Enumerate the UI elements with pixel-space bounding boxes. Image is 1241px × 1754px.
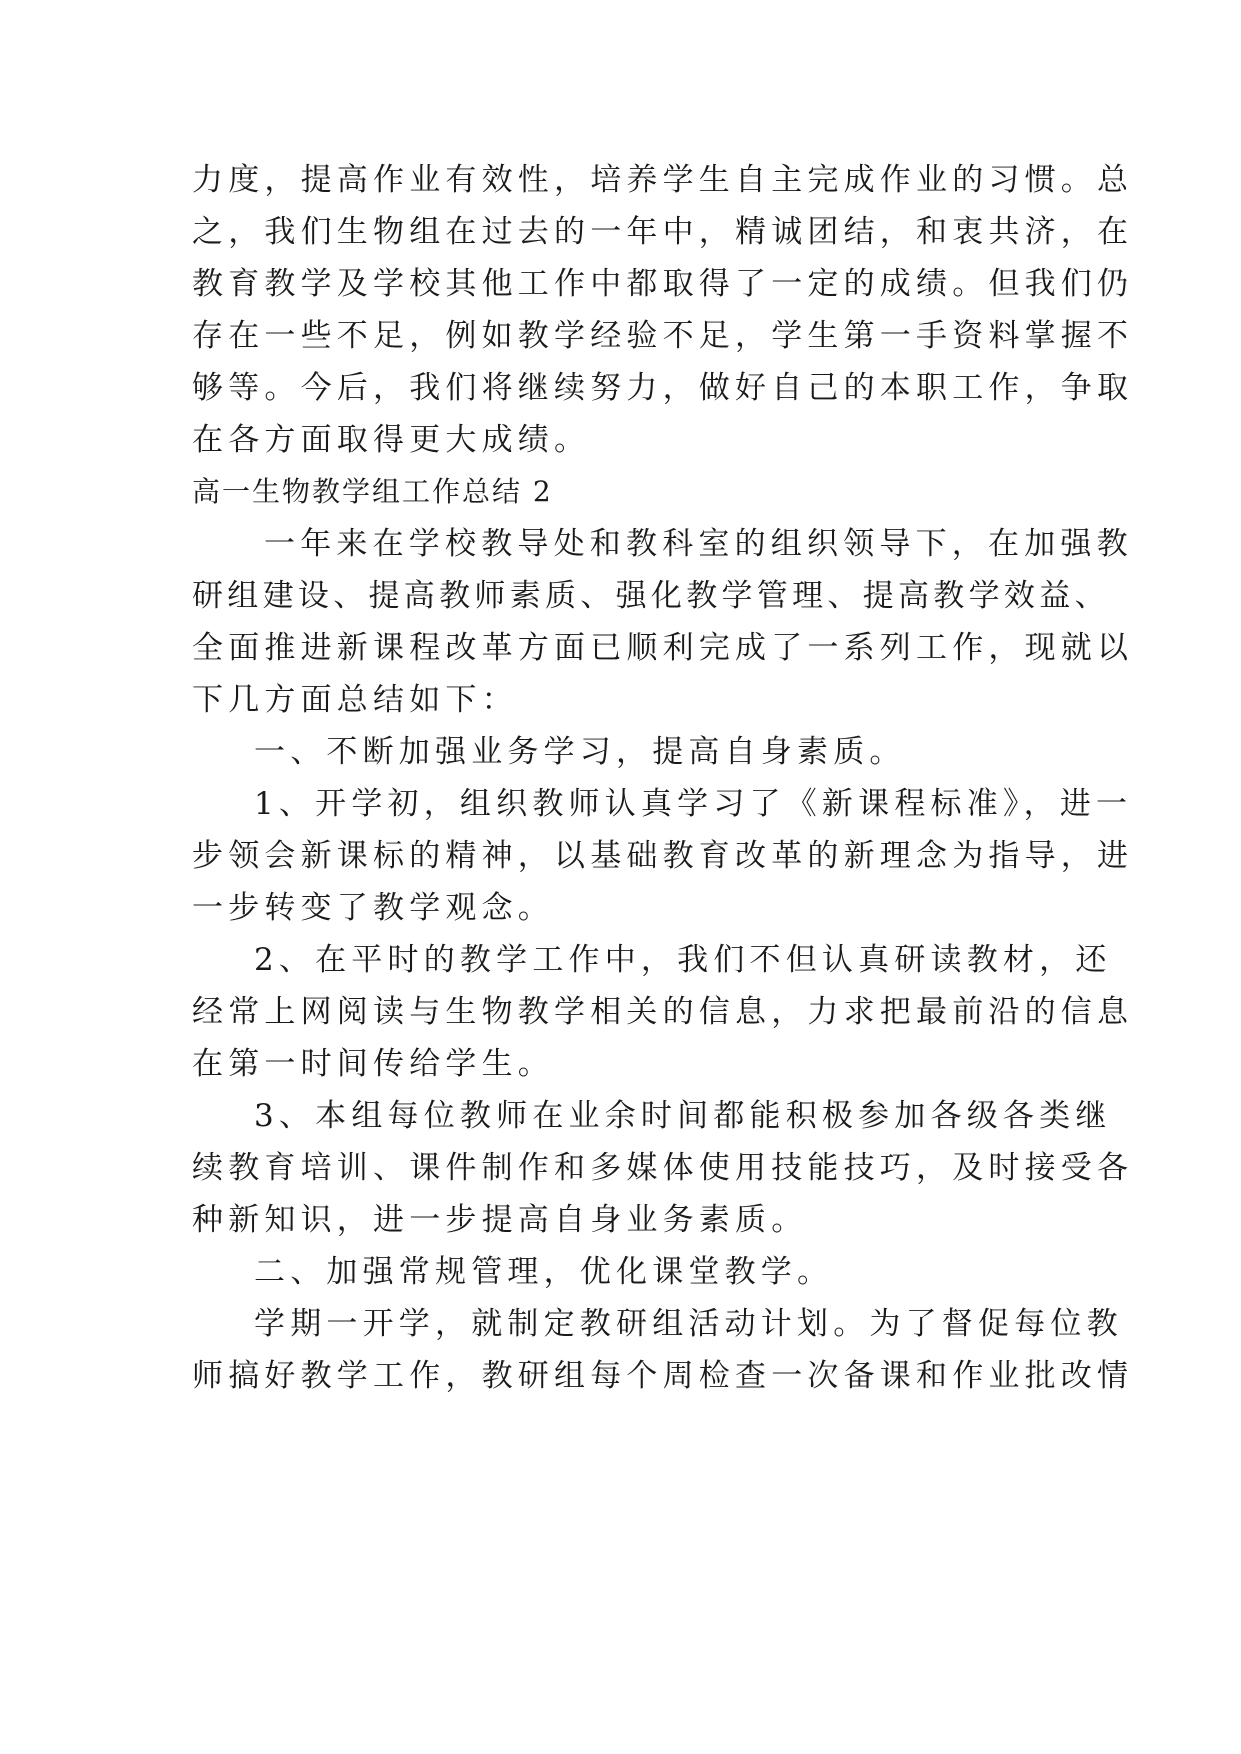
body-text-line: 2、在平时的教学工作中，我们不但认真研读教材，还 xyxy=(254,942,1112,978)
body-text-line: 力度，提高作业有效性，培养学生自主完成作业的习惯。总 xyxy=(192,162,1134,198)
body-text-line: 下几方面总结如下： xyxy=(192,682,518,718)
body-text-line: 在各方面取得更大成绩。 xyxy=(192,422,591,458)
body-text-line: 存在一些不足，例如教学经验不足，学生第一手资料掌握不 xyxy=(192,318,1134,354)
body-text-line: 步领会新课标的精神，以基础教育改革的新理念为指导，进 xyxy=(192,838,1134,874)
body-text-line: 教育教学及学校其他工作中都取得了一定的成绩。但我们仍 xyxy=(192,266,1134,302)
subheading-line: 一、不断加强业务学习，提高自身素质。 xyxy=(254,734,906,770)
body-text-line: 3、本组每位教师在业余时间都能积极参加各级各类继 xyxy=(254,1098,1112,1134)
body-text-line: 研组建设、提高教师素质、强化教学管理、提高教学效益、 xyxy=(192,578,1110,614)
body-text-line: 师搞好教学工作，教研组每个周检查一次备课和作业批改情 xyxy=(192,1358,1134,1394)
body-text-line: 够等。今后，我们将继续努力，做好自己的本职工作，争取 xyxy=(192,370,1134,406)
body-text-line: 1、开学初，组织教师认真学习了《新课程标准》，进一 xyxy=(254,786,1133,822)
section-heading: 高一生物教学组工作总结 2 xyxy=(192,475,553,508)
body-text-line: 一年来在学校教导处和教科室的组织领导下，在加强教 xyxy=(264,526,1133,562)
body-text-line: 之，我们生物组在过去的一年中，精诚团结，和衷共济，在 xyxy=(192,214,1134,250)
body-text-line: 学期一开学，就制定教研组活动计划。为了督促每位教 xyxy=(254,1306,1123,1342)
body-text-line: 续教育培训、课件制作和多媒体使用技能技巧，及时接受各 xyxy=(192,1150,1134,1186)
body-text-line: 在第一时间传给学生。 xyxy=(192,1046,554,1082)
subheading-line: 二、加强常规管理，优化课堂教学。 xyxy=(254,1254,834,1290)
body-text-line: 全面推进新课程改革方面已顺利完成了一系列工作，现就以 xyxy=(192,630,1134,666)
body-text-line: 种新知识，进一步提高自身业务素质。 xyxy=(192,1202,808,1238)
body-text-line: 经常上网阅读与生物教学相关的信息，力求把最前沿的信息 xyxy=(192,994,1134,1030)
body-text-line: 一步转变了教学观念。 xyxy=(192,890,554,926)
